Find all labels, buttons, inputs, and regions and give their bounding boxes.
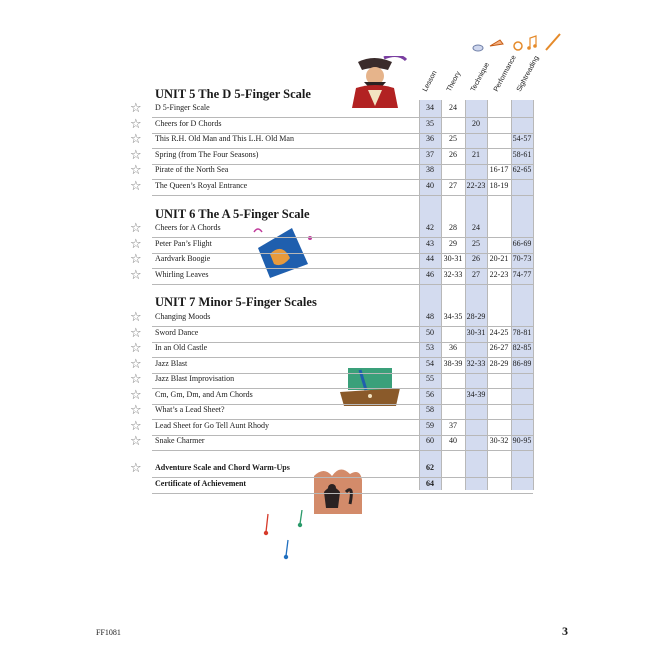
lesson-page: 34: [426, 103, 434, 112]
horn-icon: [514, 42, 522, 50]
column-header-sightreading: Sightreading: [515, 55, 541, 93]
table-row: [152, 478, 533, 494]
theory-page: 34-35: [443, 312, 463, 321]
star-checkbox-icon[interactable]: ☆: [130, 310, 142, 325]
extra-title: Certificate of Achievement: [155, 478, 247, 488]
lesson-page: 53: [426, 343, 434, 352]
star-checkbox-icon[interactable]: ☆: [130, 101, 142, 116]
lesson-page: 58: [426, 405, 434, 414]
lesson-page: 44: [426, 254, 434, 263]
table-row: [130, 418, 533, 436]
song-title: This R.H. Old Man and This L.H. Old Man: [155, 134, 294, 143]
lesson-page: 54: [426, 358, 434, 368]
song-title: Cheers for A Chords: [155, 223, 221, 232]
theory-page: 25: [449, 134, 457, 143]
performance-page: 18-19: [489, 180, 509, 190]
lesson-page: 59: [426, 420, 434, 430]
star-checkbox-icon[interactable]: ☆: [130, 147, 142, 163]
table-row: [130, 252, 533, 269]
song-title: Cm, Gm, Dm, and Am Chords: [155, 389, 253, 399]
star-checkbox-icon[interactable]: ☆: [130, 325, 142, 341]
technique-page: 32-33: [466, 358, 486, 368]
song-title: Changing Moods: [155, 312, 211, 321]
star-checkbox-icon[interactable]: ☆: [130, 178, 142, 194]
theory-page: 28: [449, 223, 457, 232]
theory-page: 36: [449, 343, 457, 352]
star-checkbox-icon[interactable]: ☆: [130, 116, 142, 132]
sightreading-page: 70-73: [512, 254, 532, 263]
sightreading-page: 58-61: [512, 149, 532, 159]
song-title: What’s a Lead Sheet?: [155, 405, 225, 414]
song-title: Pirate of the North Sea: [155, 165, 229, 174]
technique-page: 25: [472, 238, 480, 248]
unit-7-title: UNIT 7 Minor 5-Finger Scales: [155, 295, 317, 309]
instrument-icons: [470, 28, 570, 58]
performance-page: 24-25: [489, 327, 509, 337]
star-checkbox-icon[interactable]: ☆: [130, 434, 142, 449]
song-title: Aardvark Boogie: [155, 254, 211, 263]
table-row: [130, 461, 533, 478]
drum-icon: [473, 45, 483, 51]
lesson-page: 62: [426, 463, 434, 472]
star-checkbox-icon[interactable]: ☆: [130, 356, 142, 372]
table-row: [130, 163, 533, 180]
song-title: Lead Sheet for Go Tell Aunt Rhody: [155, 420, 269, 430]
song-title: Snake Charmer: [155, 436, 205, 445]
column-header-performance: Performance: [492, 54, 518, 93]
technique-page: 30-31: [466, 327, 486, 337]
table-row: [130, 325, 533, 343]
sightreading-page: 62-65: [512, 165, 532, 174]
table-row: [130, 236, 533, 254]
song-title: Whirling Leaves: [155, 269, 209, 279]
performance-page: 28-29: [489, 358, 509, 368]
performance-page: 22-23: [489, 269, 509, 279]
technique-page: 21: [472, 149, 480, 159]
theory-page: 26: [449, 149, 457, 159]
theory-page: 30-31: [443, 254, 463, 263]
table-row: [130, 372, 533, 389]
table-row: [130, 267, 533, 285]
lesson-page: 48: [426, 312, 434, 321]
song-title: Spring (from The Four Seasons): [155, 149, 259, 159]
star-checkbox-icon[interactable]: ☆: [130, 461, 142, 476]
technique-page: 22-23: [466, 180, 486, 190]
table-row: [130, 101, 533, 118]
trumpet-icon: [490, 40, 503, 46]
technique-page: 34-39: [466, 389, 486, 399]
lesson-page: 60: [426, 436, 434, 445]
star-checkbox-icon[interactable]: ☆: [130, 403, 142, 418]
sightreading-page: 66-69: [512, 238, 532, 248]
theory-page: 38-39: [443, 358, 463, 368]
star-checkbox-icon[interactable]: ☆: [130, 236, 142, 252]
lesson-page: 43: [426, 238, 434, 248]
table-row: [130, 387, 533, 405]
song-title: D 5-Finger Scale: [155, 103, 210, 112]
column-divider: [533, 100, 534, 490]
extra-title: Adventure Scale and Chord Warm-Ups: [155, 463, 290, 472]
performance-page: 30-32: [489, 436, 509, 445]
song-title: Peter Pan’s Flight: [155, 238, 212, 248]
unit-5-title: UNIT 5 The D 5-Finger Scale: [155, 87, 311, 101]
table-row: [130, 178, 533, 196]
technique-page: 28-29: [466, 312, 486, 321]
column-header-lesson: Lesson: [421, 69, 439, 93]
star-checkbox-icon[interactable]: ☆: [130, 418, 142, 434]
star-checkbox-icon[interactable]: ☆: [130, 252, 142, 267]
star-checkbox-icon[interactable]: ☆: [130, 387, 142, 403]
theory-page: 29: [449, 238, 457, 248]
music-notes-decoration: [256, 510, 316, 562]
table-row: [130, 434, 533, 451]
clarinet-icon: [546, 34, 560, 50]
table-row: [130, 310, 533, 327]
column-header-technique: Technique: [469, 61, 491, 93]
song-title: Jazz Blast Improvisation: [155, 374, 235, 383]
star-checkbox-icon[interactable]: ☆: [130, 267, 142, 283]
pirate-illustration: [334, 56, 414, 108]
sightreading-page: 86-89: [512, 358, 532, 368]
theory-page: 27: [449, 180, 457, 190]
music-notes-icon: [527, 36, 537, 50]
star-checkbox-icon[interactable]: ☆: [130, 372, 142, 387]
star-checkbox-icon[interactable]: ☆: [130, 132, 142, 147]
page-number: 3: [562, 624, 568, 638]
star-checkbox-icon[interactable]: ☆: [130, 221, 142, 236]
lesson-page: 40: [426, 180, 434, 190]
song-title: Cheers for D Chords: [155, 118, 222, 128]
performance-page: 26-27: [489, 343, 509, 352]
star-checkbox-icon[interactable]: ☆: [130, 341, 142, 356]
technique-page: 27: [472, 269, 480, 279]
table-row: [130, 132, 533, 149]
table-row: [130, 147, 533, 165]
sightreading-page: 78-81: [512, 327, 532, 337]
theory-page: 32-33: [443, 269, 463, 279]
sightreading-page: 82-85: [512, 343, 532, 352]
song-title: In an Old Castle: [155, 343, 208, 352]
lesson-page: 38: [426, 165, 434, 174]
technique-page: 24: [472, 223, 480, 232]
footer-code: FF1081: [96, 628, 121, 637]
table-row: [130, 356, 533, 374]
table-row: [130, 341, 533, 358]
lesson-page: 50: [426, 327, 434, 337]
star-checkbox-icon[interactable]: ☆: [130, 163, 142, 178]
song-title: Sword Dance: [155, 327, 199, 337]
theory-page: 37: [449, 420, 457, 430]
sightreading-page: 54-57: [512, 134, 532, 143]
lesson-page: 56: [426, 389, 434, 399]
technique-page: 26: [472, 254, 480, 263]
song-title: Jazz Blast: [155, 358, 188, 368]
lesson-page: 35: [426, 118, 434, 128]
lesson-page: 37: [426, 149, 434, 159]
lesson-page: 46: [426, 269, 434, 279]
table-row: [130, 403, 533, 420]
sightreading-page: 90-95: [512, 436, 532, 445]
lesson-page: 64: [426, 478, 434, 488]
performance-page: 16-17: [489, 165, 509, 174]
lesson-page: 36: [426, 134, 434, 143]
theory-page: 24: [449, 103, 457, 112]
table-row: [130, 221, 533, 238]
theory-page: 40: [449, 436, 457, 445]
song-title: The Queen’s Royal Entrance: [155, 180, 248, 190]
table-row: [130, 116, 533, 134]
unit-6-title: UNIT 6 The A 5-Finger Scale: [155, 207, 310, 221]
lesson-page: 42: [426, 223, 434, 232]
column-header-theory: Theory: [445, 70, 463, 93]
performance-page: 20-21: [489, 254, 509, 263]
sightreading-page: 74-77: [512, 269, 532, 279]
lesson-page: 55: [426, 374, 434, 383]
technique-page: 20: [472, 118, 480, 128]
